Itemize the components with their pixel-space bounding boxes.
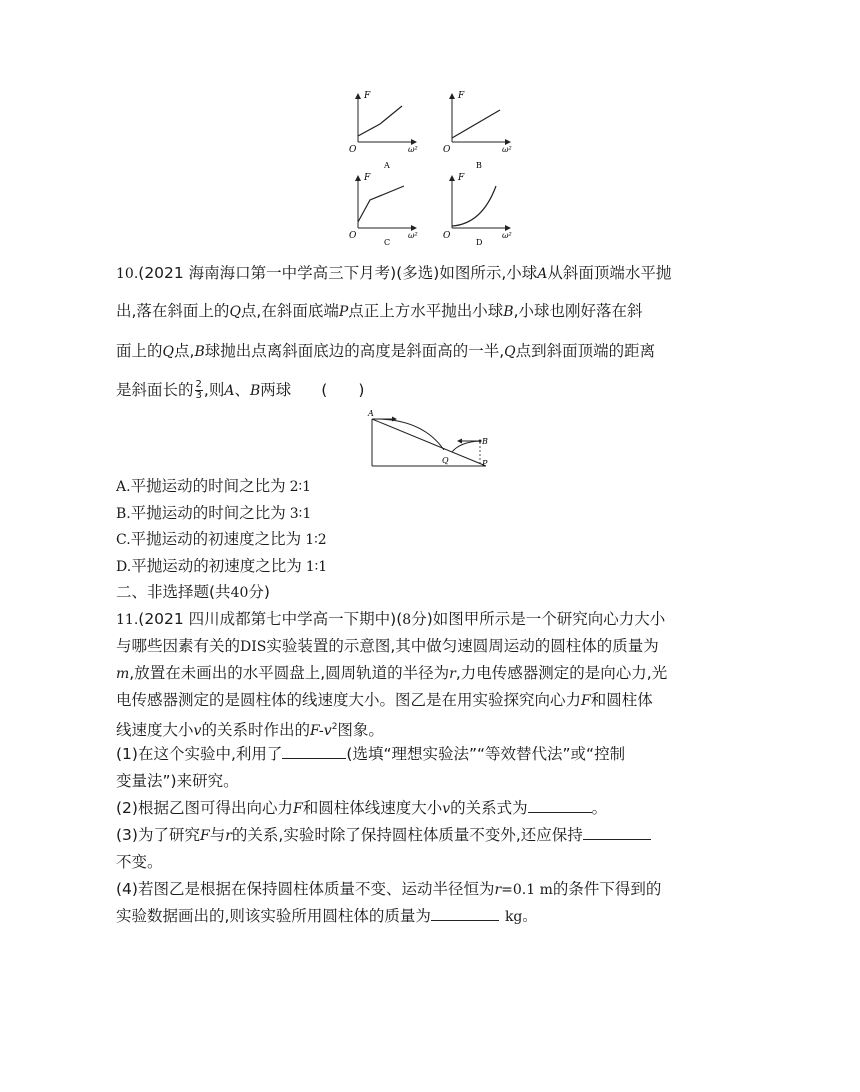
question-text: 图象。 [337, 721, 384, 740]
fraction-numerator: 2 [195, 379, 202, 390]
question-text: (选填“理想实验法”“等效替代法”或“控制 [346, 745, 626, 763]
question-text: 球抛出点离斜面底边的高度是斜面高的一半, [204, 342, 505, 360]
variable: F-v [309, 723, 332, 740]
axis-x-label: ω² [408, 145, 418, 154]
answer-blank[interactable] [528, 798, 592, 813]
q11-part-4 [116, 879, 661, 900]
point-label: B [503, 304, 514, 320]
variable: F [581, 693, 591, 709]
q11-line-5 [116, 717, 384, 741]
question-text: ,力电传感器测定的是向心力,光 [455, 664, 668, 682]
option-text: 平抛运动的时间之比为 [130, 504, 286, 522]
question-source: (2021 海南海口第一中学高三下月考)(多选)如图所示,小球 [138, 264, 538, 282]
q10-line-2 [116, 301, 643, 322]
question-text: 是斜面长的 [116, 381, 194, 399]
point-label: Q [162, 344, 174, 360]
question-text: ,放置在未画出的水平圆盘上,圆周轨道的半径为 [129, 664, 450, 682]
option-d [116, 556, 327, 577]
section-text: 二、非选择题(共 [116, 583, 231, 601]
question-text: 变量法”)来研究。 [116, 772, 239, 790]
q11-line-4 [116, 690, 653, 711]
question-text: 出,落在斜面上的 [116, 302, 230, 320]
q10-line-3 [116, 341, 655, 362]
question-text: 点, [174, 342, 195, 360]
axis-x-label: ω² [502, 231, 512, 240]
q11-part-1 [116, 744, 625, 764]
answer-blank[interactable] [431, 906, 499, 921]
question-text: ,小球也刚好落在斜 [513, 302, 643, 320]
point-label: P [482, 459, 488, 468]
section-text: 分) [248, 583, 270, 601]
question-text: 的条件下得到的 [552, 880, 662, 898]
option-letter: C. [116, 532, 131, 548]
graph-option-d [443, 173, 512, 247]
axis-x-label: ω² [408, 231, 418, 240]
axis-y-label: F [458, 91, 465, 101]
option-text: 平抛运动的初速度之比为 [130, 530, 302, 548]
q11-part-1-cont [116, 771, 239, 791]
option-ratio: 3∶1 [289, 506, 312, 522]
graph-option-c [349, 173, 418, 247]
graph-options-figure [340, 88, 530, 248]
question-points: 8 [402, 612, 412, 628]
question-text: (3)为了研究 [116, 826, 200, 844]
answer-blank[interactable] [583, 825, 651, 840]
point-label: Q [229, 304, 241, 320]
question-text: 分)如图甲所示是一个研究向心力大小 [411, 610, 666, 628]
option-b [116, 503, 311, 524]
q11-line-3 [116, 663, 667, 684]
variable: F [292, 801, 303, 817]
graph-option-label: B [476, 161, 482, 170]
option-ratio: 2∶1 [289, 479, 312, 495]
origin-label: O [349, 231, 357, 241]
question-text: 实验数据画出的,则该实验所用圆柱体的质量为 [116, 907, 431, 925]
question-text: 。 [591, 799, 608, 817]
question-text: 和圆柱体线速度大小 [302, 799, 443, 817]
question-text: 的关系式为 [450, 799, 528, 817]
point-label: A [224, 383, 235, 399]
question-text: 从斜面顶端水平抛 [547, 264, 672, 282]
origin-label: O [349, 145, 357, 155]
q11-line-2 [116, 636, 659, 657]
point-label: Q [504, 344, 516, 360]
point-label: B [482, 437, 488, 446]
variable: v [193, 723, 202, 740]
option-letter: B. [116, 506, 131, 522]
value: =0.1 m [501, 882, 553, 898]
question-number: 11. [116, 612, 139, 628]
section-heading [116, 582, 270, 603]
question-text: 的关系,实验时除了保持圆柱体质量不变外,还应保持 [231, 826, 583, 844]
question-text: 两球 [260, 381, 292, 399]
question-text: 电传感器测定的是圆柱体的线速度大小。图乙是在用实验探究向心力 [116, 691, 582, 709]
option-ratio: 1∶2 [305, 532, 327, 548]
point-label: P [338, 304, 349, 320]
origin-label: O [443, 231, 451, 241]
question-text: ,则 [203, 381, 225, 399]
superscript: 2 [331, 722, 338, 732]
option-ratio: 1∶1 [305, 559, 328, 575]
axis-y-label: F [364, 91, 371, 101]
variable: m [116, 666, 130, 682]
question-text: (1)在这个实验中,利用了 [116, 745, 283, 763]
point-label: B [249, 383, 261, 399]
point-label: Q [442, 456, 449, 465]
q10-line-4 [116, 380, 364, 401]
question-text: 点,在斜面底端 [240, 302, 339, 320]
question-text: (2)根据乙图可得出向心力 [116, 799, 293, 817]
question-text: 与 [209, 826, 226, 844]
abbrev: DIS [240, 639, 267, 655]
unit: kg。 [504, 909, 537, 925]
variable: r [225, 828, 232, 844]
option-text: 平抛运动的时间之比为 [130, 477, 286, 495]
question-text: 点到斜面顶端的距离 [515, 342, 656, 360]
answer-blank[interactable] [282, 744, 346, 759]
axis-y-label: F [364, 173, 371, 183]
graph-option-label: A [384, 161, 390, 170]
point-label: A [368, 409, 374, 418]
point-label: B [194, 344, 205, 360]
question-text: 面上的 [116, 342, 163, 360]
q11-part-3-cont [116, 852, 163, 872]
point-label: A [537, 266, 548, 282]
answer-parentheses: ( ) [321, 381, 365, 399]
variable: r [494, 882, 502, 898]
graph-option-label: D [476, 238, 483, 247]
axis-x-label: ω² [502, 145, 512, 154]
option-a [116, 476, 311, 497]
projectile-incline-figure [362, 404, 502, 472]
fraction-denominator: 3 [195, 390, 202, 401]
question-text: 与哪些因素有关的 [116, 637, 241, 655]
graph-option-label: C [384, 238, 391, 247]
question-text: 的关系时作出的 [201, 721, 310, 740]
axis-y-label: F [458, 173, 465, 183]
option-text: 平抛运动的初速度之比为 [131, 557, 302, 575]
option-c [116, 529, 327, 550]
question-text: 线速度大小 [116, 721, 194, 740]
question-text: 实验装置的示意图,其中做匀速圆周运动的圆柱体的质量为 [266, 637, 659, 655]
question-text: (4)若图乙是根据在保持圆柱体质量不变、运动半径恒为 [116, 880, 495, 898]
variable: r [449, 666, 456, 682]
q11-part-2 [116, 798, 607, 819]
origin-label: O [443, 145, 451, 155]
question-source: (2021 四川成都第七中学高一下期中)( [138, 610, 403, 628]
q11-part-4-cont [116, 906, 536, 927]
option-letter: D. [116, 559, 132, 575]
q11-part-3 [116, 825, 651, 846]
section-points: 40 [230, 585, 249, 601]
question-text: 点正上方水平抛出小球 [348, 302, 504, 320]
q11-line-1 [116, 609, 665, 630]
question-text: 不变。 [116, 853, 163, 871]
fraction [195, 380, 203, 401]
graph-option-a [349, 91, 418, 170]
graph-option-b [443, 91, 512, 170]
question-text: 和圆柱体 [590, 691, 653, 709]
option-letter: A. [116, 479, 131, 495]
q10-line-1 [116, 263, 671, 284]
question-text: 、 [234, 381, 250, 399]
variable: v [442, 801, 451, 817]
variable: F [199, 828, 210, 844]
question-number: 10. [116, 266, 139, 282]
